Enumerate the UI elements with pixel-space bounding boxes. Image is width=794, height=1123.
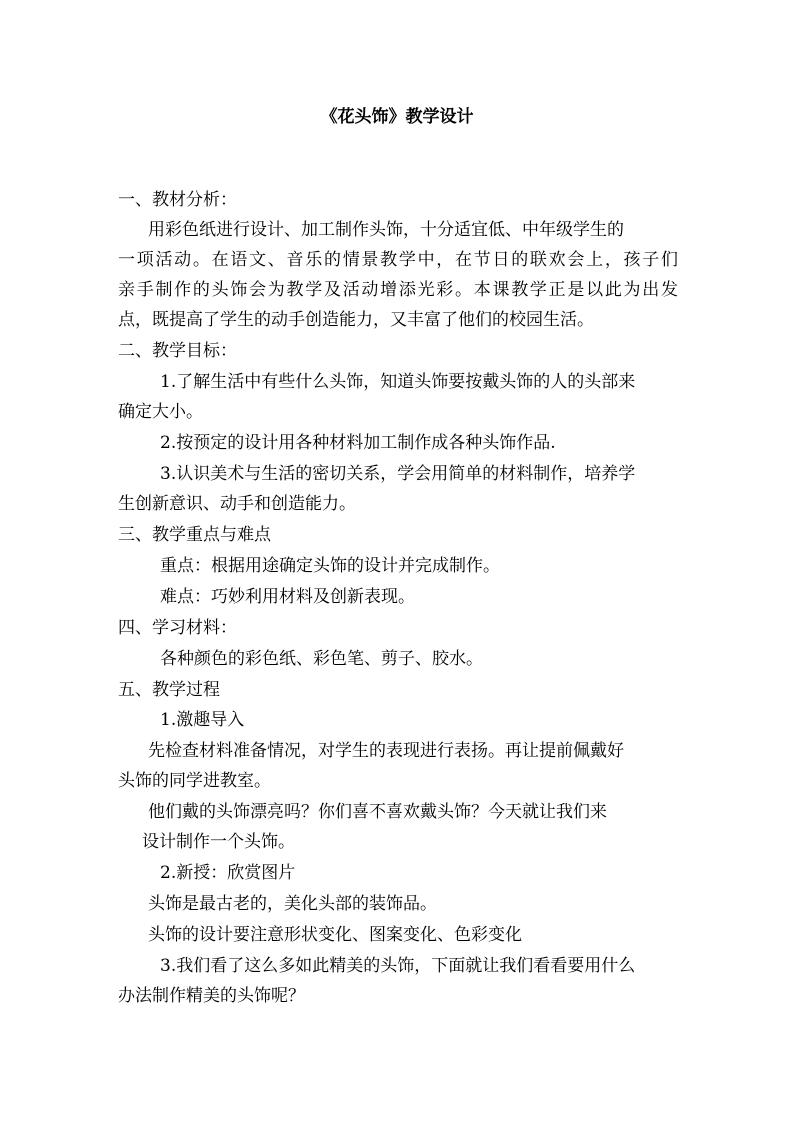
step-1-heading: 1.激趣导入 [160, 710, 245, 730]
goal-1-line: 确定大小。 [118, 402, 203, 422]
paragraph-line: 亲手制作的头饰会为教学及活动增添光彩。本课教学正是以此为出发 [118, 280, 678, 300]
document-title: 《花头饰》教学设计 [320, 107, 474, 127]
goal-1-line: 1.了解生活中有些什么头饰，知道头饰要按戴头饰的人的头部来 [160, 372, 636, 392]
goal-3-line: 生创新意识、动手和创造能力。 [118, 494, 356, 514]
paragraph-line: 设计制作一个头饰。 [142, 832, 295, 852]
paragraph-line: 用彩色纸进行设计、加工制作头饰，十分适宜低、中年级学生的 [148, 220, 624, 240]
section-heading-key-points: 三、教学重点与难点 [118, 525, 271, 545]
step-3-line: 办法制作精美的头饰呢？ [118, 986, 305, 1006]
paragraph-line: 先检查材料准备情况，对学生的表现进行表扬。再让提前佩戴好 [148, 741, 624, 761]
step-3-line: 3.我们看了这么多如此精美的头饰，下面就让我们看看要用什么 [160, 956, 636, 976]
paragraph-line: 点，既提高了学生的动手创造能力，又丰富了他们的校园生活。 [118, 310, 594, 330]
paragraph-line: 头饰的同学进教室。 [118, 771, 271, 791]
goal-2: 2.按预定的设计用各种材料加工制作成各种头饰作品. [160, 433, 556, 453]
paragraph-line: 头饰的设计要注意形状变化、图案变化、色彩变化 [148, 925, 522, 945]
goal-3-line: 3.认识美术与生活的密切关系，学会用简单的材料制作，培养学 [160, 464, 636, 484]
paragraph-line: 一项活动。在语文、音乐的情景教学中，在节日的联欢会上，孩子们 [118, 250, 678, 270]
materials-list: 各种颜色的彩色纸、彩色笔、剪子、胶水。 [160, 649, 483, 669]
section-heading-teaching-goals: 二、教学目标： [118, 341, 237, 361]
paragraph-line: 头饰是最古老的，美化头部的装饰品。 [148, 894, 437, 914]
key-point: 重点：根据用途确定头饰的设计并完成制作。 [160, 556, 500, 576]
paragraph-line: 他们戴的头饰漂亮吗？你们喜不喜欢戴头饰？今天就让我们来 [148, 802, 607, 822]
section-heading-materials-analysis: 一、教材分析： [118, 190, 237, 210]
difficult-point: 难点：巧妙利用材料及创新表现。 [160, 587, 415, 607]
step-2-heading: 2.新授：欣赏图片 [160, 863, 296, 883]
section-heading-learning-materials: 四、学习材料： [118, 618, 237, 638]
section-heading-teaching-process: 五、教学过程 [118, 680, 220, 700]
